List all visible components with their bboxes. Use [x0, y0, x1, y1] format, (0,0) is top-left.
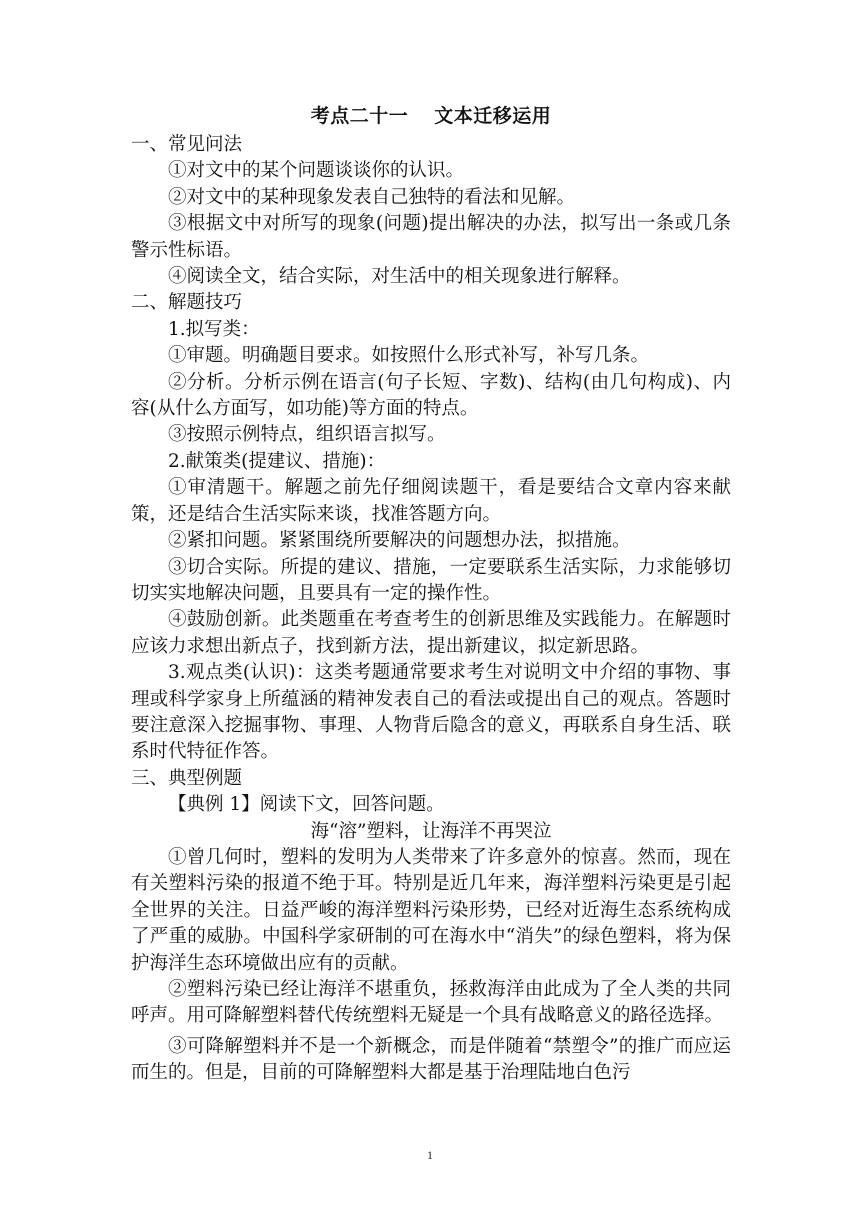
article-paragraph: ③可降解塑料并不是一个新概念，而是伴随着“禁塑令”的推广而应运而生的。但是，目前的可降解塑料大都是基于治理陆地白色污	[131, 1035, 731, 1084]
subsection-2-item: ③切合实际。所提的建议、措施，一定要联系生活实际，力求能够切切实实地解决问题，且要具有一定的操作性。	[131, 556, 731, 604]
subsection-2-item: ①审清题干。解题之前先仔细阅读题干，看是要结合文章内容来献策，还是结合生活实际来谈，找准答题方向。	[131, 477, 731, 525]
section-1-item: ④阅读全文，结合实际，对生活中的相关现象进行解释。	[168, 266, 631, 288]
section-1-item: ③根据文中对所写的现象(问题)提出解决的办法，拟写出一条或几条警示性标语。	[131, 213, 731, 261]
subsection-2-heading: 2.献策类(提建议、措施)：	[168, 450, 386, 472]
section-3-heading: 三、典型例题	[131, 767, 243, 789]
subsection-2-item: ②紧扣问题。紧紧围绕所要解决的问题想办法，拟措施。	[168, 530, 631, 552]
article-title: 海“溶”塑料，让海洋不再哭泣	[310, 820, 552, 842]
section-2-heading: 二、解题技巧	[131, 292, 243, 314]
section-1-item: ②对文中的某种现象发表自己独特的看法和见解。	[168, 186, 576, 208]
section-1-item: ①对文中的某个问题谈谈你的认识。	[168, 160, 465, 182]
page-number: 1	[427, 1148, 433, 1162]
article-paragraph: ①曾几何时，塑料的发明为人类带来了许多意外的惊喜。然而，现在有关塑料污染的报道不绝于耳。特别是近几年来，海洋塑料污染更是引起全世界的关注。日益严峻的海洋塑料污染形势，已经对近海生态系统构成了严重的威胁。中国科学家研制的可在海水中“消失”的绿色塑料，将为保护海洋生态环境做出应有的贡献。	[131, 846, 731, 974]
document-page	[131, 100, 731, 1087]
subsection-1-item: ③按照示例特点，组织语言拟写。	[168, 424, 446, 446]
subsection-1-item: ①审题。明确题目要求。如按照什么形式补写，补写几条。	[168, 345, 650, 367]
article-paragraph: ②塑料污染已经让海洋不堪重负，拯救海洋由此成为了全人类的共同呼声。用可降解塑料替代传统塑料无疑是一个具有战略意义的路径选择。	[131, 979, 731, 1027]
subsection-1-item: ②分析。分析示例在语言(句子长短、字数)、结构(由几句构成)、内容(从什么方面写，如功能)等方面的特点。	[131, 371, 731, 420]
page-title	[131, 100, 731, 132]
subsection-2-item: ④鼓励创新。此类题重在考查考生的创新思维及实践能力。在解题时应该力求想出新点子，找到新方法，提出新建议，拟定新思路。	[131, 609, 731, 657]
section-1-heading: 一、常见问法	[131, 134, 243, 155]
subsection-3-paragraph: 3.观点类(认识)：这类考题通常要求考生对说明文中介绍的事物、事理或科学家身上所蕴涵的精神发表自己的看法或提出自己的观点。答题时要注意深入挖掘事物、事理、人物背后隐含的意义，再联系自身生活、联系时代特征作答。	[131, 662, 731, 763]
subsection-1-heading: 1.拟写类：	[168, 318, 260, 340]
title-part-1: 考点二十一	[310, 105, 409, 127]
example-intro: 【典例 1】阅读下文，回答问题。	[168, 794, 445, 816]
title-part-2: 文本迁移运用	[434, 105, 552, 127]
